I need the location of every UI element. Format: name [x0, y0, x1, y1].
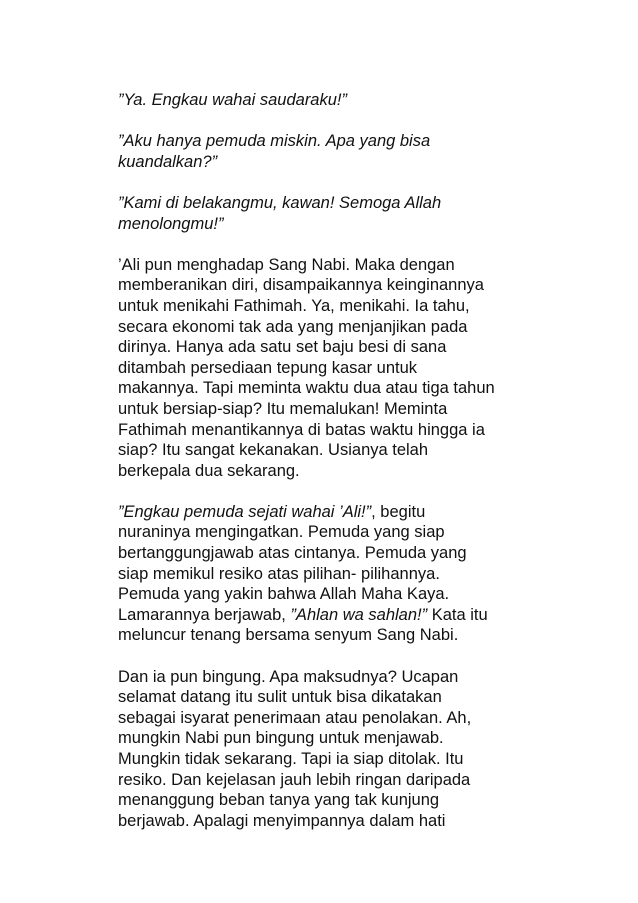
text-segment: Mungkin tidak sekarang. Tapi ia siap ditolak. Itu — [118, 750, 464, 768]
text-line — [118, 770, 538, 791]
text-segment: , begitu — [371, 502, 426, 521]
text-line — [118, 90, 538, 111]
text-segment: resiko. Dan kejelasan jauh lebih ringan daripada — [118, 770, 471, 789]
text-line — [118, 378, 538, 399]
text-line — [118, 420, 538, 441]
text-line — [118, 522, 538, 543]
text-line — [118, 440, 538, 461]
text-segment: ’Ali pun menghadap Sang Nabi. Maka dengan — [118, 255, 455, 274]
text-line — [118, 152, 538, 173]
text-segment: sebagai isyarat penerimaan atau penolakan. Ah, — [118, 708, 472, 727]
text-line — [118, 317, 538, 338]
text-line — [118, 131, 538, 152]
text-segment: memberanikan diri, disampaikannya keinginannya — [118, 276, 484, 295]
text-line — [118, 461, 538, 482]
text-line — [118, 399, 538, 420]
text-segment: berkepala dua sekarang. — [118, 461, 300, 480]
text-segment: berjawab. Apalagi menyimpannya dalam hati — [118, 811, 446, 830]
text-segment: makannya. Tapi meminta waktu dua atau tiga tahun — [118, 379, 495, 398]
text-line — [118, 255, 538, 276]
document-body — [118, 90, 538, 852]
text-segment: untuk bersiap-siap? Itu memalukan! Meminta — [118, 399, 448, 418]
text-segment: menanggung beban tanya yang tak kunjung — [118, 791, 440, 810]
text-segment: Kata itu — [427, 605, 488, 624]
text-line — [118, 193, 538, 214]
italic-text: ”Ahlan wa sahlan!” — [290, 605, 428, 624]
text-line — [118, 605, 538, 626]
text-line — [118, 625, 538, 646]
text-segment: meluncur tenang bersama senyum Sang Nabi. — [118, 626, 459, 645]
text-segment: bertanggungjawab atas cintanya. Pemuda yang — [118, 544, 467, 563]
italic-text: ”Kami di belakangmu, kawan! Semoga Allah — [118, 193, 442, 212]
text-segment: Fathimah menantikannya di batas waktu hingga ia — [118, 420, 485, 439]
text-line — [118, 687, 538, 708]
text-line — [118, 214, 538, 235]
text-line — [118, 358, 538, 379]
text-segment: untuk menikahi Fathimah. Ya, menikahi. Ia tahu, — [118, 296, 470, 315]
text-line — [118, 728, 538, 749]
paragraph — [118, 255, 538, 482]
text-line — [118, 275, 538, 296]
italic-text: ”Aku hanya pemuda miskin. Apa yang bisa — [118, 132, 431, 151]
text-line — [118, 749, 538, 770]
text-line — [118, 584, 538, 605]
paragraph — [118, 502, 538, 646]
italic-text: ”Engkau pemuda sejati wahai ’Ali!” — [118, 502, 372, 521]
italic-text: menolongmu!” — [118, 214, 224, 233]
text-line — [118, 564, 538, 585]
text-segment: Dan ia pun bingung. Apa maksudnya? Ucapan — [118, 667, 459, 686]
text-line — [118, 502, 538, 523]
paragraph — [118, 90, 538, 111]
text-segment: siap memikul resiko atas pilihan- pilihannya. — [118, 564, 440, 583]
text-segment: selamat datang itu sulit untuk bisa dikatakan — [118, 688, 442, 707]
italic-text: kuandalkan?” — [118, 152, 218, 171]
text-line — [118, 790, 538, 811]
text-segment: Pemuda yang yakin bahwa Allah Maha Kaya. — [118, 585, 450, 604]
paragraph — [118, 667, 538, 832]
text-segment: secara ekonomi tak ada yang menjanjikan pada — [118, 317, 468, 336]
text-line — [118, 543, 538, 564]
text-line — [118, 337, 538, 358]
text-line — [118, 296, 538, 317]
text-segment: nuraninya mengingatkan. Pemuda yang siap — [118, 523, 445, 542]
text-segment: mungkin Nabi pun bingung untuk menjawab. — [118, 729, 444, 748]
text-line — [118, 708, 538, 729]
italic-text: ”Ya. Engkau wahai saudaraku!” — [118, 91, 347, 109]
text-segment: ditambah persediaan tepung kasar untuk — [118, 358, 418, 377]
paragraph — [118, 193, 538, 234]
text-line — [118, 811, 538, 832]
text-segment: siap? Itu sangat kekanakan. Usianya telah — [118, 441, 429, 460]
text-segment: Lamarannya berjawab, — [118, 605, 291, 624]
paragraph — [118, 131, 538, 172]
text-segment: dirinya. Hanya ada satu set baju besi di sana — [118, 338, 447, 357]
text-line — [118, 667, 538, 688]
